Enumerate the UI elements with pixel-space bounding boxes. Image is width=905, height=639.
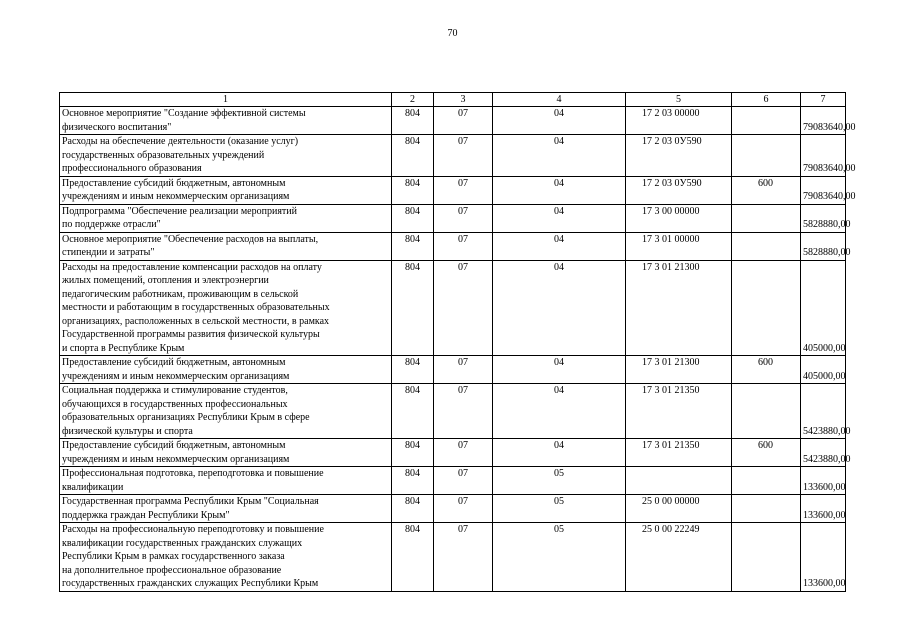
table-row (60, 439, 846, 467)
section-code-cell: 07 (434, 384, 493, 439)
ministry-code-cell: 804 (392, 176, 434, 204)
amount-cell: 79083640,00 (801, 135, 846, 177)
subsection-code-cell: 05 (493, 495, 626, 523)
subsection-code-cell: 04 (493, 204, 626, 232)
amount-cell: 5423880,00 (801, 439, 846, 467)
table-row (60, 176, 846, 204)
table-row (60, 495, 846, 523)
subsection-code-cell: 04 (493, 260, 626, 356)
expense-name-cell: Подпрограмма "Обеспечение реализации мероприятий по поддержке отрасли" (60, 204, 392, 232)
ministry-code-cell: 804 (392, 356, 434, 384)
subsection-code-cell: 04 (493, 439, 626, 467)
expense-name-cell: Расходы на предоставление компенсации расходов на оплату жилых помещений, отопления и электроэнергии педагогическим работникам, проживающим в сельской местности и работающим в государственных образовательных организациях, расположенных в сельской местности, в рамках Государственной программы развития физической культуры и спорта в Республике Крым (60, 260, 392, 356)
ministry-code-cell: 804 (392, 135, 434, 177)
table-row (60, 107, 846, 135)
ministry-code-cell: 804 (392, 204, 434, 232)
section-code-cell: 07 (434, 523, 493, 592)
target-item-code-cell: 17 3 01 00000 (626, 232, 732, 260)
ministry-code-cell: 804 (392, 523, 434, 592)
table-row (60, 260, 846, 356)
table-row (60, 523, 846, 592)
ministry-code-cell: 804 (392, 260, 434, 356)
target-item-code-cell: 17 3 01 21300 (626, 356, 732, 384)
subsection-code-cell: 04 (493, 107, 626, 135)
subsection-code-cell: 04 (493, 135, 626, 177)
expense-type-code-cell (732, 495, 801, 523)
subsection-code-cell: 04 (493, 356, 626, 384)
budget-table (59, 92, 856, 592)
amount-cell: 5423880,00 (801, 384, 846, 439)
expense-type-code-cell: 600 (732, 439, 801, 467)
expense-name-cell: Расходы на профессиональную переподготовку и повышение квалификации государственных гражданских служащих Республики Крым в рамках государственного заказа на дополнительное профессиональное образование государственных гражданских служащих Республики Крым (60, 523, 392, 592)
expense-type-code-cell (732, 204, 801, 232)
target-item-code-cell: 17 2 03 0У590 (626, 176, 732, 204)
ministry-code-cell: 804 (392, 384, 434, 439)
expense-type-code-cell (732, 384, 801, 439)
section-code-cell: 07 (434, 260, 493, 356)
target-item-code-cell: 17 3 01 21350 (626, 384, 732, 439)
amount-cell: 79083640,00 (801, 107, 846, 135)
table-row (60, 232, 846, 260)
expense-name-cell: Основное мероприятие "Создание эффективной системы физического воспитания" (60, 107, 392, 135)
column-header: 5 (626, 93, 732, 107)
amount-cell: 79083640,00 (801, 176, 846, 204)
target-item-code-cell: 25 0 00 00000 (626, 495, 732, 523)
target-item-code-cell: 17 3 01 21300 (626, 260, 732, 356)
expense-name-cell: Предоставление субсидий бюджетным, автономным учреждениям и иным некоммерческим организациям (60, 439, 392, 467)
expense-type-code-cell: 600 (732, 356, 801, 384)
expense-name-cell: Государственная программа Республики Крым "Социальная поддержка граждан Республики Крым" (60, 495, 392, 523)
section-code-cell: 07 (434, 439, 493, 467)
target-item-code-cell: 25 0 00 22249 (626, 523, 732, 592)
subsection-code-cell: 04 (493, 176, 626, 204)
target-item-code-cell: 17 2 03 00000 (626, 107, 732, 135)
section-code-cell: 07 (434, 107, 493, 135)
amount-cell: 405000,00 (801, 356, 846, 384)
subsection-code-cell: 04 (493, 232, 626, 260)
table-row (60, 356, 846, 384)
ministry-code-cell: 804 (392, 467, 434, 495)
expense-type-code-cell (732, 260, 801, 356)
expense-name-cell: Предоставление субсидий бюджетным, автономным учреждениям и иным некоммерческим организациям (60, 176, 392, 204)
ministry-code-cell: 804 (392, 107, 434, 135)
column-header: 6 (732, 93, 801, 107)
amount-cell: 5828880,00 (801, 232, 846, 260)
expense-type-code-cell: 600 (732, 176, 801, 204)
ministry-code-cell: 804 (392, 232, 434, 260)
column-header: 3 (434, 93, 493, 107)
amount-cell: 5828880,00 (801, 204, 846, 232)
column-header: 7 (801, 93, 846, 107)
amount-cell: 405000,00 (801, 260, 846, 356)
table-row (60, 384, 846, 439)
target-item-code-cell: 17 3 01 21350 (626, 439, 732, 467)
expense-type-code-cell (732, 107, 801, 135)
column-header: 2 (392, 93, 434, 107)
amount-cell: 133600,00 (801, 495, 846, 523)
section-code-cell: 07 (434, 176, 493, 204)
target-item-code-cell (626, 467, 732, 495)
section-code-cell: 07 (434, 467, 493, 495)
table-body (60, 93, 856, 592)
expense-name-cell: Предоставление субсидий бюджетным, автономным учреждениям и иным некоммерческим организациям (60, 356, 392, 384)
expense-name-cell: Основное мероприятие "Обеспечение расходов на выплаты, стипендии и затраты" (60, 232, 392, 260)
expense-type-code-cell (732, 523, 801, 592)
ministry-code-cell: 804 (392, 495, 434, 523)
expense-type-code-cell (732, 467, 801, 495)
ministry-code-cell: 804 (392, 439, 434, 467)
subsection-code-cell: 05 (493, 523, 626, 592)
target-item-code-cell: 17 2 03 0У590 (626, 135, 732, 177)
header-row (60, 93, 846, 107)
table-row (60, 204, 846, 232)
expense-name-cell: Профессиональная подготовка, переподготовка и повышение квалификации (60, 467, 392, 495)
section-code-cell: 07 (434, 232, 493, 260)
expense-type-code-cell (732, 135, 801, 177)
column-header: 1 (60, 93, 392, 107)
table-row (60, 135, 846, 177)
table-row (60, 467, 846, 495)
subsection-code-cell: 04 (493, 384, 626, 439)
column-header: 4 (493, 93, 626, 107)
section-code-cell: 07 (434, 356, 493, 384)
page-number: 70 (447, 28, 458, 39)
expense-type-code-cell (732, 232, 801, 260)
target-item-code-cell: 17 3 00 00000 (626, 204, 732, 232)
section-code-cell: 07 (434, 135, 493, 177)
amount-cell: 133600,00 (801, 467, 846, 495)
subsection-code-cell: 05 (493, 467, 626, 495)
section-code-cell: 07 (434, 495, 493, 523)
section-code-cell: 07 (434, 204, 493, 232)
expense-name-cell: Расходы на обеспечение деятельности (оказание услуг) государственных образовательных учреждений профессионального образования (60, 135, 392, 177)
amount-cell: 133600,00 (801, 523, 846, 592)
expense-name-cell: Социальная поддержка и стимулирование студентов, обучающихся в государственных профессиональных образовательных организациях Республики Крым в сфере физической культуры и спорта (60, 384, 392, 439)
